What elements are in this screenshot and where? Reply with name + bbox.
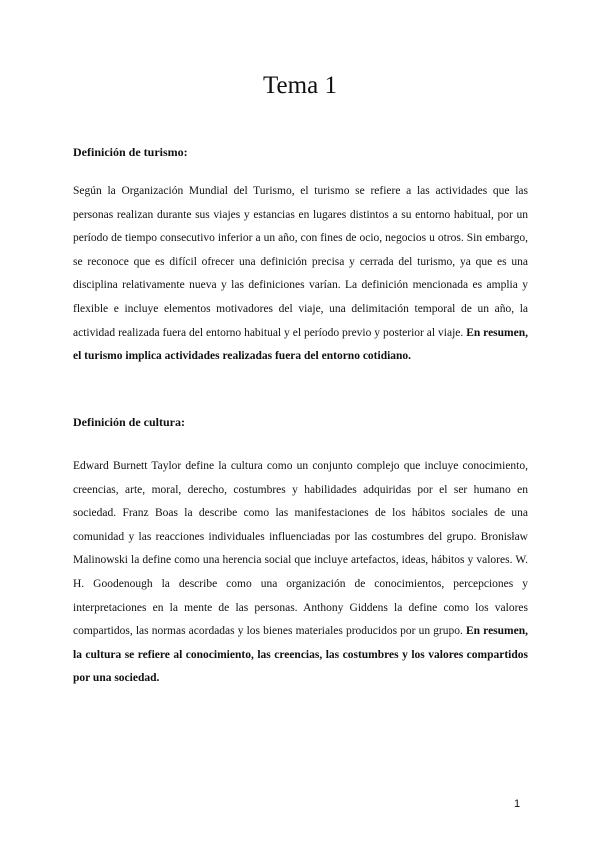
cultura-summary-text: En resumen, la cultura se refiere al conocimiento, las creencias, las costumbres y los valores compartidos por una sociedad.: [73, 625, 528, 685]
turismo-summary-text: En resumen, el turismo implica actividades realizadas fuera del entorno cotidiano.: [73, 326, 529, 363]
section-heading-cultura: Definición de cultura:: [73, 415, 185, 429]
section-body-turismo: [73, 180, 528, 369]
page-title: Tema 1: [263, 72, 337, 99]
section-body-cultura: [73, 455, 528, 691]
section-heading-turismo: Definición de turismo:: [73, 145, 188, 159]
cultura-body-text: Edward Burnett Taylor define la cultura como un conjunto complejo que incluye conocimiento, creencias, arte, moral, derecho, costumbres y habilidades adquiridas por el ser humano en sociedad. Franz Boas la describe como las manifestaciones de los hábitos sociales de una comunidad y las reacciones individuales influenciadas por las costumbres del grupo. Bronisław Malinowski la define como una herencia social que incluye artefactos, ideas, hábitos y valores. W. H. Goodenough la describe como una organización de conocimientos, percepciones y interpretaciones en la mente de las personas. Anthony Giddens la define como los valores compartidos, las normas acordadas y los bienes materiales producidos por un grupo.: [73, 460, 528, 638]
page-number: 1: [514, 798, 521, 810]
turismo-body-text: Según la Organización Mundial del Turismo, el turismo se refiere a las actividades que las personas realizan durante sus viajes y estancias en lugares distintos a su entorno habitual, por un período de tiempo consecutivo inferior a un año, con fines de ocio, negocios u otros. Sin embargo, se reconoce que es difícil ofrecer una definición precisa y cerrada del turismo, ya que es una disciplina relativamente nueva y las definiciones varían. La definición mencionada es amplia y flexible e incluye elementos motivadores del viaje, una delimitación temporal de un año, la actividad realizada fuera del entorno habitual y el período previo y posterior al viaje.: [73, 185, 528, 339]
